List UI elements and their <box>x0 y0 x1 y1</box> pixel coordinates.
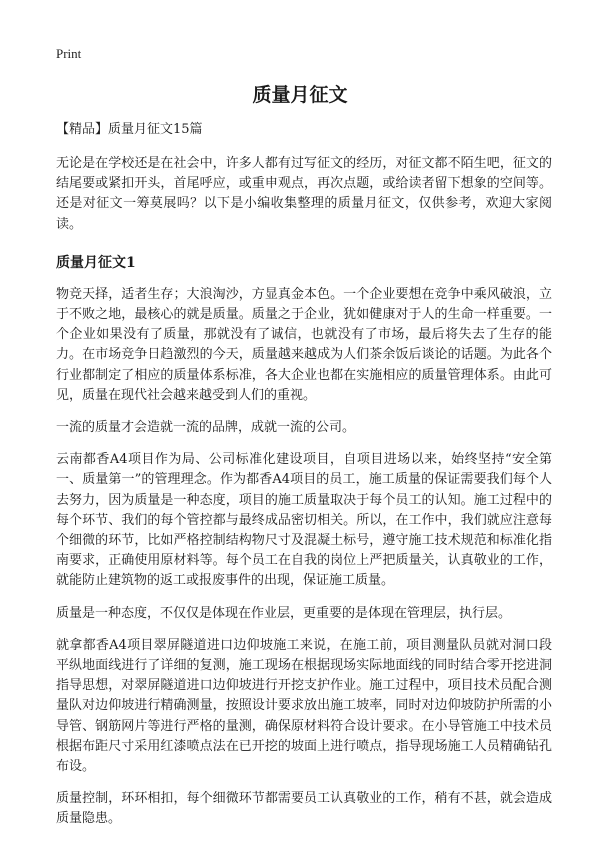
body-paragraph: 一流的质量才会造就一流的品牌，成就一流的公司。 <box>56 420 356 436</box>
body-paragraph: 质量是一种态度，不仅仅是体现在作业层，更重要的是体现在管理层，执行层。 <box>56 605 512 621</box>
body-paragraph: 质量控制，环环相扣，每个细微环节都需要员工认真敬业的工作，稍有不甚，就会造成质量隐患。 <box>56 791 552 827</box>
body-paragraph: 云南都香A4项目作为局、公司标准化建设项目，自项目进场以来，始终坚持“安全第一、质量第一”的管理理念。作为都香A4项目的员工，施工质量的保证需要我们每个人去努力，因为质量是一种态度，项目的施工质量取决于每个员工的认知。施工过程中的每个环节、我们的每个管控都与最终成品密切相关。所以，在工作中，我们就应注意每个细微的环节，比如严格控制结构物尺寸及混凝土标号，遵守施工技术规范和标准化指南要求，正确使用原材料等。每个员工在自我的岗位上严把质量关，认真敬业的工作，就能防止建筑物的返工或报废事件的出现，保证施工质量。 <box>56 452 552 589</box>
print-link[interactable]: Print <box>56 46 82 61</box>
page-title: 质量月征文 <box>252 84 348 106</box>
article-subtitle: 【精品】质量月征文15篇 <box>56 122 203 137</box>
article-body <box>56 120 552 842</box>
intro-paragraph: 无论是在学校还是在社会中，许多人都有过写征文的经历，对征文都不陌生吧，征文的结尾要或紧扣开头，首尾呼应，或重申观点，再次点题，或给读者留下想象的空间等。还是对征文一筹莫展吗？以下是小编收集整理的质量月征文，仅供参考，欢迎大家阅读。 <box>56 156 552 232</box>
body-paragraph: 就拿都香A4项目翠屏隧道进口边仰坡施工来说，在施工前，项目测量队员就对洞口段平纵地面线进行了详细的复测，施工现场在根据现场实际地面线的同时结合零开挖进洞指导思想，对翠屏隧道进口边仰坡进行开挖支护作业。施工过程中，项目技术员配合测量队对边仰坡进行精确测量，按照设计要求放出施工坡率，同时对边仰坡防护所需的小导管、钢筋网片等进行严格的量测，确保原材料符合设计要求。在小导管施工中技术员根据布距尺寸采用红漆喷点法在已开挖的坡面上进行喷点，指导现场施工人员精确钻孔布设。 <box>56 637 552 775</box>
section-heading: 质量月征文1 <box>56 254 136 271</box>
body-paragraph: 物竞天择，适者生存；大浪淘沙，方显真金本色。一个企业要想在竞争中乘风破浪，立于不败之地，最核心的就是质量。质量之于企业，犹如健康对于人的生命一样重要。一个企业如果没有了质量，那就没有了诚信，也就没有了市场，最后将失去了生存的能力。在市场竞争日趋激烈的今天，质量越来越成为人们茶余饭后谈论的话题。为此各个行业都制定了相应的质量体系标准，各大企业也都在实施相应的质量管理体系。由此可见，质量在现代社会越来越受到人们的重视。 <box>56 286 552 403</box>
